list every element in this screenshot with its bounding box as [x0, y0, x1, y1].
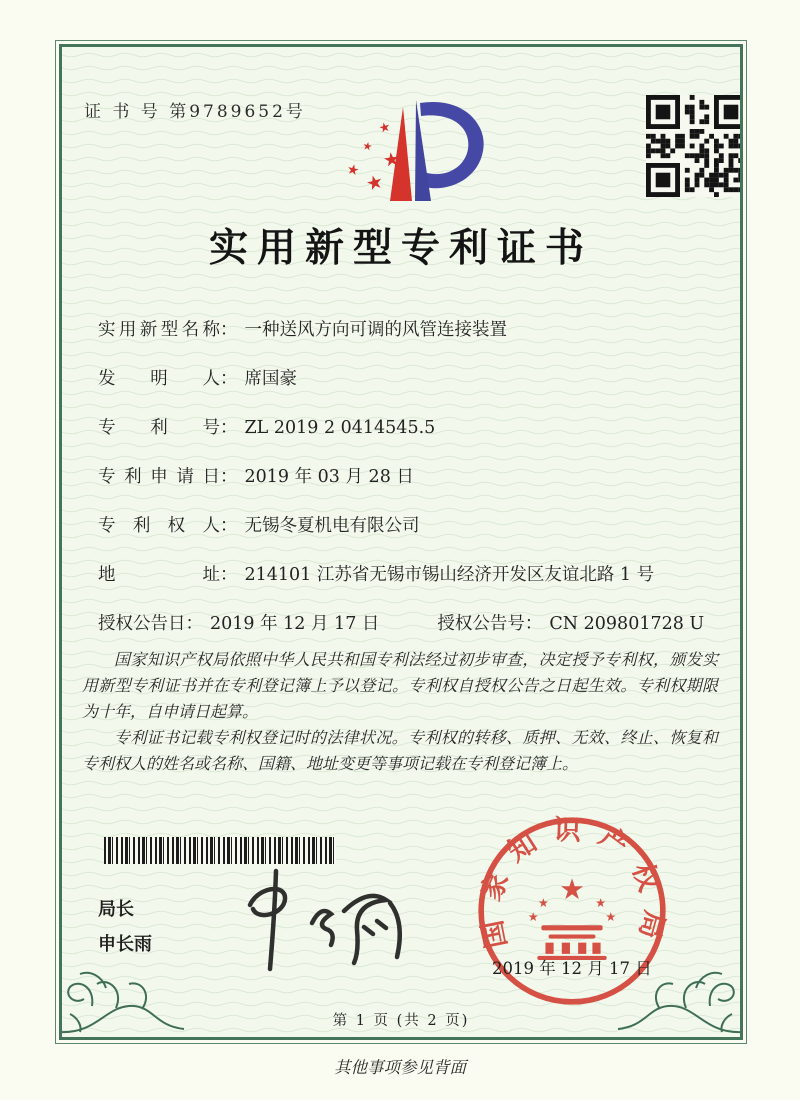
barcode-icon: [104, 837, 336, 864]
field-label: 实用新型名称: [98, 320, 220, 340]
field-value: ZL 2019 2 0414545.5: [244, 418, 436, 438]
grant-date-label: 授权公告日: [98, 614, 186, 634]
svg-text:★: ★: [537, 895, 549, 910]
corner-flourish-left: [60, 934, 210, 1039]
field-label: 专利申请日: [98, 467, 220, 487]
field-value: 214101 江苏省无锡市锡山经济开发区友谊北路 1 号: [244, 565, 655, 585]
page-indicator: 第 1 页 (共 2 页): [332, 1013, 470, 1029]
seal-date: 2019 年 12 月 17 日: [492, 959, 652, 978]
field-label: 发明人: [98, 369, 220, 389]
field-value: 2019 年 03 月 28 日: [244, 467, 414, 487]
legal-paragraph-2: 专利证书记载专利权登记时的法律状况。专利权的转移、质押、无效、终止、恢复和专利权人的姓名或名称、国籍、地址变更等事项记载在专利登记簿上。: [82, 728, 718, 774]
colon: ：: [220, 418, 238, 438]
svg-text:★: ★: [527, 910, 539, 925]
grant-row: [98, 611, 710, 637]
seal-text: 国家知识产权局: [474, 813, 670, 958]
svg-text:★: ★: [345, 161, 361, 180]
corner-flourish-right: [592, 934, 742, 1039]
colon: ：: [220, 320, 238, 340]
field-row-filing-date: [98, 464, 710, 490]
colon: ：: [524, 614, 543, 634]
certificate-frame: [55, 40, 747, 1044]
colon: ：: [220, 516, 238, 536]
svg-text:★: ★: [363, 170, 386, 196]
certificate-title: 实用新型专利证书: [208, 225, 593, 271]
field-value: 席国豪: [244, 369, 297, 389]
back-note: 其他事项参见背面: [334, 1058, 466, 1077]
field-row-patentee: [98, 513, 710, 539]
signer-title: 局长: [98, 899, 134, 920]
svg-text:★: ★: [381, 147, 402, 172]
svg-text:★: ★: [361, 139, 374, 154]
legal-text: [82, 647, 718, 777]
field-value: 无锡冬夏机电有限公司: [244, 516, 420, 536]
grant-no-label: 授权公告号: [437, 614, 525, 634]
svg-text:★: ★: [377, 119, 393, 137]
legal-paragraph-1: 国家知识产权局依照中华人民共和国专利法经过初步审查，决定授予专利权，颁发实用新型专利证书并在专利登记簿上予以登记。专利权自授权公告之日起生效。专利权期限为十年，自申请日起算。: [82, 650, 718, 722]
field-label: 专利权人: [98, 516, 220, 536]
field-row-address: [98, 562, 710, 588]
colon: ：: [220, 467, 238, 487]
grant-no: CN 209801728 U: [549, 614, 705, 634]
field-row-name: [98, 317, 710, 343]
cnipa-patent-logo-icon: [332, 87, 484, 209]
field-label: 地址: [98, 565, 220, 585]
field-row-inventor: [98, 366, 710, 392]
colon: ：: [220, 369, 238, 389]
field-row-patent-no: [98, 415, 710, 441]
svg-text:★: ★: [595, 895, 607, 910]
certificate-number: 证 书 号 第9789652号: [84, 102, 306, 122]
certificate-inner: [59, 44, 743, 1040]
field-value: 一种送风方向可调的风管连接装置: [244, 320, 507, 340]
fields-block: [98, 317, 710, 660]
signer-name: 申长雨: [98, 934, 152, 955]
qr-code-icon: [646, 95, 743, 197]
svg-text:★: ★: [605, 910, 617, 925]
colon: ：: [185, 614, 203, 634]
field-label: 专利号: [98, 418, 220, 438]
grant-date: 2019 年 12 月 17 日: [210, 614, 380, 634]
colon: ：: [220, 565, 238, 585]
svg-text:★: ★: [559, 871, 585, 906]
commissioner-signature-icon: [214, 865, 419, 973]
